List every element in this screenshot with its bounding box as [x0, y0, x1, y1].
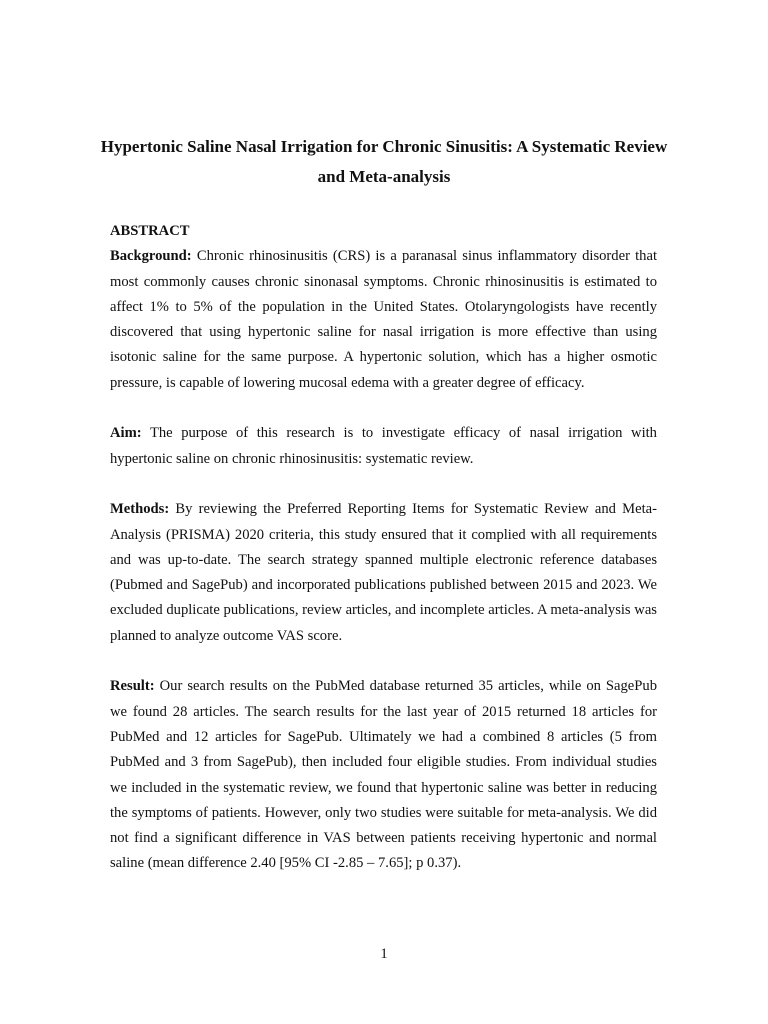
aim-paragraph [110, 421, 657, 472]
background-paragraph [110, 244, 657, 396]
result-label: Result: [110, 678, 155, 695]
abstract-heading: ABSTRACT [110, 223, 190, 239]
background-text: Chronic rhinosinusitis (CRS) is a paranasal sinus inflammatory disorder that most commonly causes chronic sinonasal symptoms. Chronic rhinosinusitis is estimated to affect 1% to 5% of the population in the United States. Otolaryngologists have recently discovered that using hypertonic saline for nasal irrigation is more effective than using isotonic saline for the same purpose. A hypertonic solution, which has a higher osmotic pressure, is capable of lowering mucosal edema with a greater degree of efficacy. [110, 248, 658, 391]
methods-paragraph [110, 497, 657, 649]
aim-text: The purpose of this research is to investigate efficacy of nasal irrigation with hypertonic saline on chronic rhinosinusitis: systematic review. [110, 425, 657, 467]
result-text: Our search results on the PubMed database returned 35 articles, while on SagePub we found 28 articles. The search results for the last year of 2015 returned 18 articles for PubMed and 12 articles for SagePub. Ultimately we had a combined 8 articles (5 from PubMed and 3 from SagePub), then included four eligible studies. From individual studies we included in the systematic review, we found that hypertonic saline was better in reducing the symptoms of patients. However, only two studies were suitable for meta-analysis. We did not find a significant difference in VAS between patients receiving hypertonic and normal saline (mean difference 2.40 [95% CI -2.85 – 7.65]; p 0.37). [110, 678, 657, 872]
background-label: Background: [110, 248, 192, 265]
abstract-body [110, 219, 657, 902]
methods-text: By reviewing the Preferred Reporting Items for Systematic Review and Meta-Analysis (PRISMA) 2020 criteria, this study ensured that it complied with all requirements and was up-to-date. The search strategy spanned multiple electronic reference databases (Pubmed and SagePub) and incorporated publications published between 2015 and 2023. We excluded duplicate publications, review articles, and incomplete articles. A meta-analysis was planned to analyze outcome VAS score. [110, 501, 657, 644]
methods-label: Methods: [110, 501, 170, 518]
page-number: 1 [380, 946, 388, 962]
result-paragraph [110, 674, 657, 876]
paper-title: Hypertonic Saline Nasal Irrigation for Chronic Sinusitis: A Systematic Review and Meta-analysis [100, 137, 668, 186]
aim-label: Aim: [110, 425, 142, 442]
